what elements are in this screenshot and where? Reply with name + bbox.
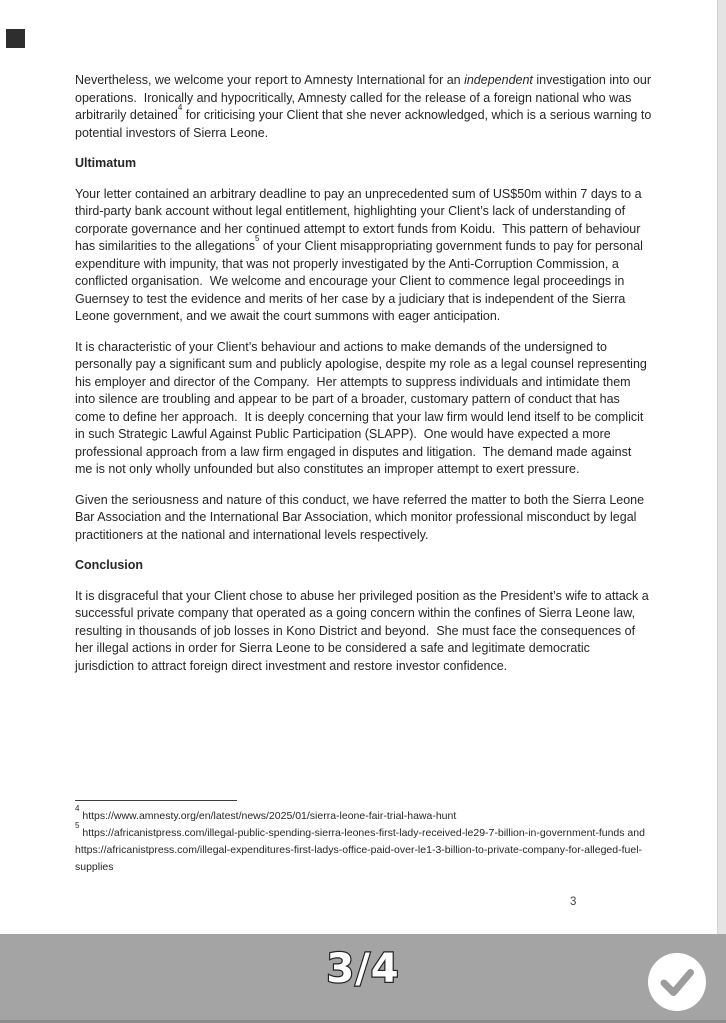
- paragraph: Your letter contained an arbitrary deadline to pay an unprecedented sum of US$50m within 7 days to a third-party bank account without legal entitlement, highlighting your Client’s lack of understanding of corporate governance and her continued attempt to extort funds from Koidu. This pattern of behaviour has similarities to the allegations$^5$ of your Client misappropriating government funds to pay for personal expenditure with impunity, that was not properly investigated by the Anti-Corruption Commission, a conflicted organisation. We welcome and encourage your Client to commence legal proceedings in Guernsey to test the evidence and merits of her case by a judiciary that is independent of the Sierra Leone government, and we await the court summons with eager anticipation.: [75, 186, 647, 323]
- page-indicator: 3/4: [326, 946, 400, 992]
- check-circle-icon: [648, 953, 706, 1011]
- section-heading: Conclusion: [75, 558, 144, 572]
- footnote-ref: 4: [177, 102, 183, 112]
- footnote-marker: 5: [75, 820, 80, 830]
- confirm-button[interactable]: [648, 953, 706, 1011]
- corner-marker: [6, 29, 25, 48]
- footnote-text: https://www.amnesty.org/en/latest/news/2025/01/sierra-leone-fair-trial-hawa-hunt: [79, 810, 457, 822]
- footnote-text: https://africanistpress.com/illegal-public-spending-sierra-leones-first-lady-received-le29-7-billion-in-government-funds and https://africanistpress.com/illegal-expenditures-first-ladys-office-paid-over-le1-3-billion-to-private-company-for-alleged-fuel-supplies: [75, 827, 645, 873]
- page-number: 3: [570, 896, 577, 908]
- footnote-ref: 5: [254, 233, 260, 243]
- footnotes-section: [75, 800, 652, 876]
- footnote-separator: [75, 800, 237, 801]
- paragraph: Nevertheless, we welcome your report to Amnesty International for an independent investigation into our operations. Ironically and hypocritically, Amnesty called for the release of a foreign national who was arbitrarily detained$^4$ for criticising your Client that she never acknowledged, which is a serious warning to potential investors of Sierra Leone.: [75, 73, 655, 140]
- page-edge-shadow: [717, 0, 726, 934]
- section-heading: Ultimatum: [75, 156, 137, 170]
- footnote-marker: 4: [75, 803, 80, 813]
- footnote: [75, 820, 652, 876]
- paragraph: It is disgraceful that your Client chose to abuse her privileged position as the President’s wife to attack a successful private company that operated as a going concern within the confines of Sierra Leone law, resulting in thousands of job losses in Kono District and beyond. She must face the consequences of her illegal actions in order for Sierra Leone to be considered a safe and legitimate democratic jurisdiction to attract foreign direct investment and restore investor confidence.: [75, 588, 653, 673]
- footnote: [75, 803, 652, 825]
- document-body: [75, 72, 655, 688]
- paragraph: It is characteristic of your Client’s behaviour and actions to make demands of the undersigned to personally pay a significant sum and publicly apologise, despite my role as a legal counsel representing his employer and director of the Company. Her attempts to suppress individuals and intimidate them into silence are troubling and appear to be part of a broader, customary pattern of conduct that has come to define her approach. It is deeply concerning that your law firm would lend itself to be complicit in such Strategic Lawful Against Public Participation (SLAPP). One would have expected a more professional approach from a law firm engaged in disputes and litigation. The demand made against me is not only wholly unfounded but also constitutes an improper attempt to exert pressure.: [75, 339, 651, 476]
- paragraph: Given the seriousness and nature of this conduct, we have referred the matter to both the Sierra Leone Bar Association and the International Bar Association, which monitor professional misconduct by legal practitioners at the national and international levels respectively.: [75, 492, 648, 542]
- viewer-bottom-bar: [0, 934, 726, 1023]
